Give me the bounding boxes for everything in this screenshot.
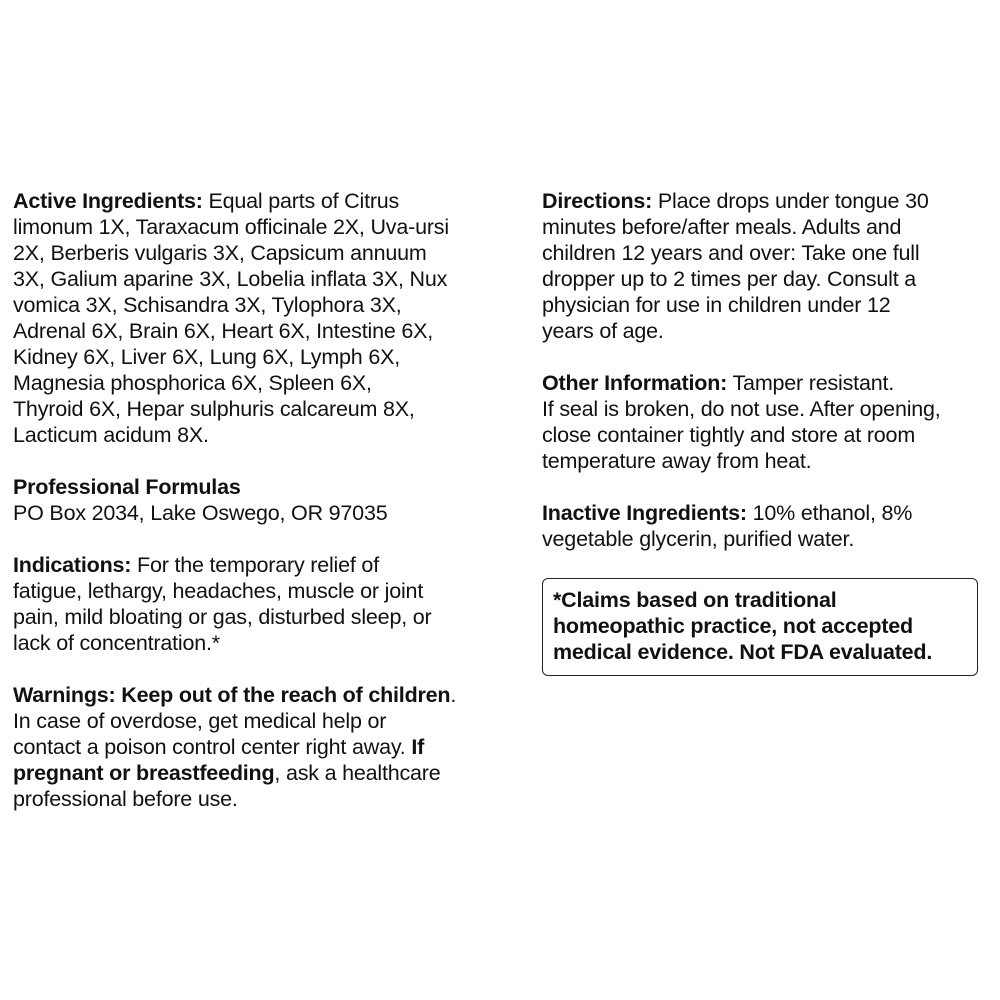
inactive-ingredients-heading: Inactive Ingredients:	[542, 501, 747, 525]
active-ingredients-line: limonum 1X, Taraxacum officinale 2X, Uva-ursi	[13, 215, 449, 239]
active-ingredients-line: Adrenal 6X, Brain 6X, Heart 6X, Intestine 6X,	[13, 319, 434, 343]
company-address: PO Box 2034, Lake Oswego, OR 97035	[13, 501, 388, 525]
active-ingredients-line: Thyroid 6X, Hepar sulphuris calcareum 8X,	[13, 397, 415, 421]
warnings-line: professional before use.	[13, 787, 238, 811]
active-ingredients-line: 2X, Berberis vulgaris 3X, Capsicum annuum	[13, 241, 427, 265]
inactive-ingredients-section	[542, 500, 1000, 552]
company-name: Professional Formulas	[13, 475, 241, 499]
other-information-line: temperature away from heat.	[542, 449, 812, 473]
indications-line: fatigue, lethargy, headaches, muscle or joint	[13, 579, 424, 603]
directions-line: physician for use in children under 12	[542, 293, 891, 317]
warnings-line: contact a poison control center right away. If	[13, 735, 425, 759]
active-ingredients-line: Kidney 6X, Liver 6X, Lung 6X, Lymph 6X,	[13, 345, 401, 369]
directions-line: years of age.	[542, 319, 664, 343]
directions-line: children 12 years and over: Take one full	[542, 241, 920, 265]
warnings-line: In case of overdose, get medical help or	[13, 709, 387, 733]
warnings-section	[13, 682, 513, 812]
left-column	[13, 188, 513, 838]
warnings-heading: Warnings: Keep out of the reach of children	[13, 683, 451, 707]
claims-line: medical evidence. Not FDA evaluated.	[553, 640, 933, 664]
active-ingredients-heading: Active Ingredients:	[13, 189, 203, 213]
indications-line: pain, mild bloating or gas, disturbed sleep, or	[13, 605, 432, 629]
claims-disclaimer-box	[542, 578, 978, 676]
inactive-ingredients-first-line: Inactive Ingredients: 10% ethanol, 8%	[542, 501, 913, 525]
claims-line: homeopathic practice, not accepted	[553, 614, 913, 638]
directions-first-line: Directions: Place drops under tongue 30	[542, 189, 929, 213]
active-ingredients-line: 3X, Galium aparine 3X, Lobelia inflata 3X, Nux	[13, 267, 448, 291]
active-ingredients-section	[13, 188, 513, 448]
company-section	[13, 474, 513, 526]
active-ingredients-line: vomica 3X, Schisandra 3X, Tylophora 3X,	[13, 293, 402, 317]
directions-section	[542, 188, 1000, 344]
warnings-first-line: Warnings: Keep out of the reach of children.	[13, 683, 457, 707]
indications-first-line: Indications: For the temporary relief of	[13, 553, 379, 577]
active-ingredients-line: Lacticum acidum 8X.	[13, 423, 209, 447]
indications-heading: Indications:	[13, 553, 132, 577]
inactive-ingredients-line: vegetable glycerin, purified water.	[542, 527, 855, 551]
other-information-section	[542, 370, 1000, 474]
indications-section	[13, 552, 513, 656]
claims-line: *Claims based on traditional	[553, 588, 837, 612]
other-information-line: close container tightly and store at room	[542, 423, 916, 447]
warnings-line: pregnant or breastfeeding, ask a healthcare	[13, 761, 441, 785]
directions-line: dropper up to 2 times per day. Consult a	[542, 267, 917, 291]
other-information-line: If seal is broken, do not use. After opening,	[542, 397, 941, 421]
other-information-first-line: Other Information: Tamper resistant.	[542, 371, 895, 395]
directions-heading: Directions:	[542, 189, 653, 213]
right-column	[542, 188, 1000, 676]
other-information-heading: Other Information:	[542, 371, 728, 395]
active-ingredients-first-line: Active Ingredients: Equal parts of Citrus	[13, 189, 400, 213]
active-ingredients-line: Magnesia phosphorica 6X, Spleen 6X,	[13, 371, 372, 395]
indications-line: lack of concentration.*	[13, 631, 220, 655]
directions-line: minutes before/after meals. Adults and	[542, 215, 902, 239]
